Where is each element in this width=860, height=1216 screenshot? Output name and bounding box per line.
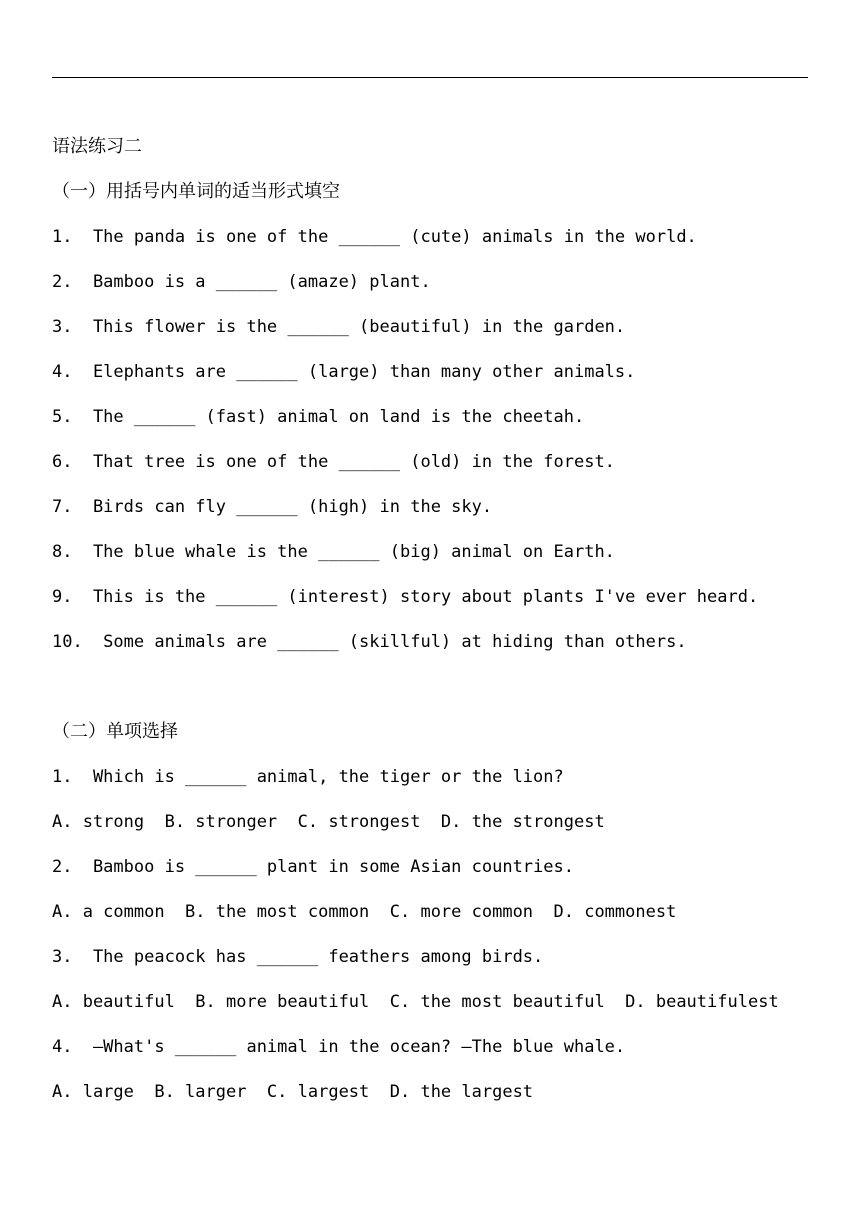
question-1-9: 9. This is the ______ (interest) story about plants I've ever heard.: [52, 587, 759, 607]
document-title: 语法练习二: [52, 136, 142, 157]
question-1-5: 5. The ______ (fast) animal on land is the cheetah.: [52, 407, 585, 427]
mc-options-2: A. a common B. the most common C. more common D. commonest: [52, 902, 677, 922]
header-rule: [52, 77, 808, 78]
mc-options-1: A. strong B. stronger C. strongest D. the strongest: [52, 812, 605, 832]
question-1-3: 3. This flower is the ______ (beautiful) in the garden.: [52, 317, 626, 337]
question-1-8: 8. The blue whale is the ______ (big) animal on Earth.: [52, 542, 615, 562]
section-1-heading: （一）用括号内单词的适当形式填空: [52, 181, 340, 202]
question-1-2: 2. Bamboo is a ______ (amaze) plant.: [52, 272, 431, 292]
mc-options-4: A. large B. larger C. largest D. the largest: [52, 1082, 534, 1102]
mc-options-3: A. beautiful B. more beautiful C. the most beautiful D. beautifulest: [52, 992, 779, 1012]
question-1-10: 10. Some animals are ______ (skillful) at hiding than others.: [52, 632, 687, 652]
mc-question-2: 2. Bamboo is ______ plant in some Asian countries.: [52, 857, 574, 877]
question-1-7: 7. Birds can fly ______ (high) in the sky.: [52, 497, 493, 517]
mc-question-1: 1. Which is ______ animal, the tiger or the lion?: [52, 767, 564, 787]
mc-question-3: 3. The peacock has ______ feathers among birds.: [52, 947, 544, 967]
section-2-heading: （二）单项选择: [52, 721, 178, 742]
question-1-1: 1. The panda is one of the ______ (cute) animals in the world.: [52, 227, 697, 247]
question-1-4: 4. Elephants are ______ (large) than many other animals.: [52, 362, 636, 382]
mc-question-4: 4. —What's ______ animal in the ocean? —The blue whale.: [52, 1037, 626, 1057]
question-1-6: 6. That tree is one of the ______ (old) in the forest.: [52, 452, 615, 472]
